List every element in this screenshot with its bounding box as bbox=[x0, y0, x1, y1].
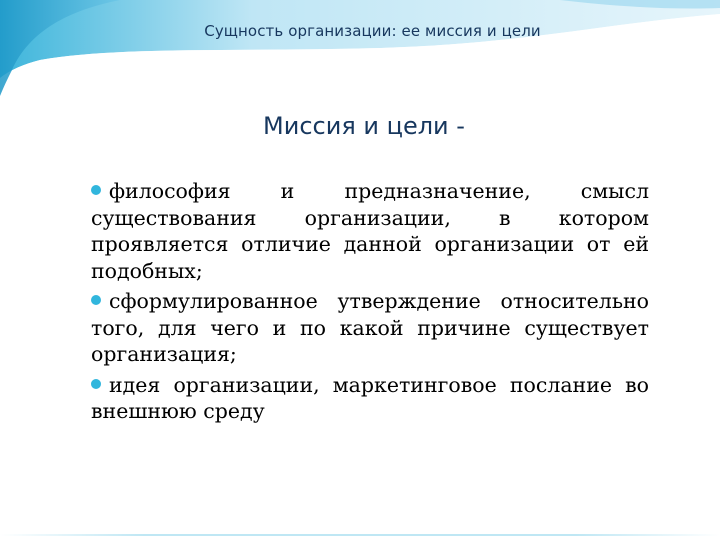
header-title: Сущность организации: ее миссия и цели bbox=[204, 22, 541, 40]
bullet-list bbox=[91, 178, 649, 429]
bullet-dot-icon bbox=[91, 185, 101, 195]
footer-divider bbox=[0, 534, 720, 536]
list-item bbox=[91, 372, 649, 425]
bullet-text: сформулированное утверждение относительно того, для чего и по какой причине существует организация; bbox=[91, 289, 649, 366]
slide-title: Миссия и цели - bbox=[263, 112, 465, 140]
bullet-text: идея организации, маркетинговое послание во внешнюю среду bbox=[91, 372, 649, 423]
list-item bbox=[91, 288, 649, 368]
bullet-text: философия и предназначение, смысл существования организации, в котором проявляется отличие данной организации от ей подобных; bbox=[91, 179, 649, 283]
list-item bbox=[91, 178, 649, 284]
bullet-dot-icon bbox=[91, 379, 101, 389]
bullet-dot-icon bbox=[91, 295, 101, 305]
header-wave-decoration bbox=[0, 0, 720, 110]
